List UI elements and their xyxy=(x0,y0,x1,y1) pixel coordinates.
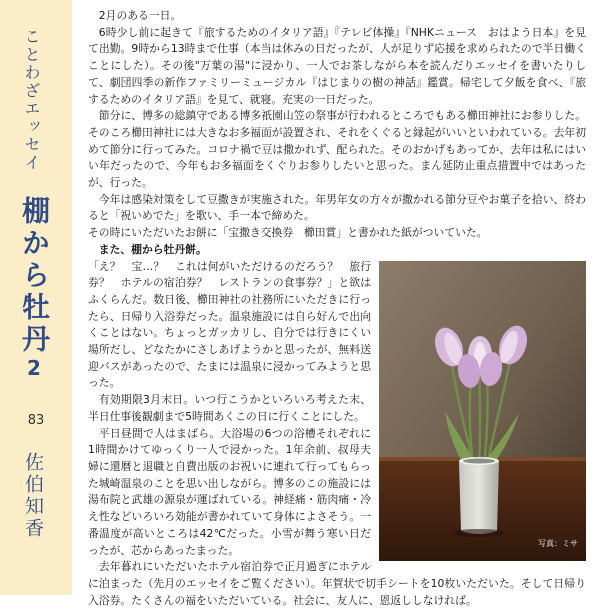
sidebar xyxy=(0,0,72,595)
page-number: 83 xyxy=(27,413,45,428)
paragraph: 節分に、博多の総鎮守である博多祇園山笠の祭事が行われるところでもある櫛田神社にお参りした。そのころ櫛田神社には大きなお多福面が設置され、それをくぐると縁起がいいといわれている。去年初めて節分に行ってみた。コロナ禍で豆は撒かれず、配られた。そのおかげもあってか、去年は私にはいい年だったので、今年もお多福面をくぐりお参りしたいと思った。まん延防止重点措置中ではあったが、行った。 xyxy=(88,109,586,190)
essay-body xyxy=(88,8,586,609)
highlight-phrase: また、棚から牡丹餅。 xyxy=(98,242,207,256)
tulip-illustration xyxy=(379,261,586,561)
photo-credit: 写真：ミサ xyxy=(538,538,578,548)
essay-title-text: 棚から牡丹 xyxy=(18,196,51,356)
essay-title xyxy=(14,196,54,384)
paragraph: 有効期限3月末日。いつ行こうかといろいろ考えた末、半日仕事後観劇まで5時間あくこの日に行くことにした。 xyxy=(88,393,371,423)
author-name: 佐伯知香 xyxy=(22,452,44,540)
paragraph: その時にいただいたお餅に「宝撒き交換券 櫛田賞」と書かれた紙がついていた。 xyxy=(88,226,488,240)
essay-title-number: 2 xyxy=(22,356,46,384)
paragraph: 平日昼間で人はまばら。大浴場の6つの浴槽それぞれに1時間かけてゆっくり一人で浸かった。1年余前、叔母夫婦に還暦と退職と自費出版のお祝いに連れて行ってもらった城崎温泉のことを思い出しながら。博多のこの施設には湯布院と武雄の源泉が運ばれている。神経痛・筋肉痛・冷え性などいろいろ効能が書かれていて身体によさそう。一番温度が高いところは42℃だった。小雪が舞う寒い日だったが、芯からあったまった。 xyxy=(88,426,371,557)
paragraph: 6時少し前に起きて『旅するためのイタリア語』『テレビ体操』『NHKニュース おはよう日本』を見て出勤。9時から13時まで仕事（本当は休みの日だったが、人が足りず応援を求められたので半日働くことにした）。その後"万葉の湯"に浸かり、一人でお茶しながら本を読んだりエッセイを書いたりして、劇団四季の新作ファミリーミュージカル『はじまりの樹の神話』鑑賞。帰宅して夕飯を食べ、『旅するためのイタリア語』を見て、就寝。充実の一日だった。 xyxy=(88,25,586,106)
series-label: ことわざエッセイ xyxy=(22,28,41,172)
paragraph: 2月のある一日。 xyxy=(98,9,182,22)
paragraph: 今年は感染対策をして豆撒きが実施された。年男年女の方々が撒かれる節分豆やお菓子を拾い、終わると「祝いめでた」を歌い、手一本で締めた。 xyxy=(88,192,586,223)
paragraph: 写真：ミサ 「え？ 宝…？ これは何がいただけるのだろう？ 旅行券？ ホテルの宿泊券？ レストランの食事券？」と欲はふくらんだ。数日後、櫛田神社の社務所にいただきに行ったら、日帰り入浴券だった。温泉施設には自ら好んで出向くことはない。ちょっとガッカリし、自分では行きにくい場所だし、どなたかにさしあげようかと思ったが、無料送迎バスがあったので、たまには温泉に浸かってみようと思った。 xyxy=(88,259,586,393)
tulip-photo xyxy=(379,261,586,561)
paragraph: 去年暮れにいただいたホテル宿泊券で正月過ぎにホテルに泊まった（先月のエッセイをご覧ください）。年賀状で切手シートを10枚いただいた。そして日帰り入浴券。たくさんの福をいただいている。社会に、友人に、恩返ししなければ。 xyxy=(88,560,586,607)
paragraph xyxy=(88,242,586,259)
